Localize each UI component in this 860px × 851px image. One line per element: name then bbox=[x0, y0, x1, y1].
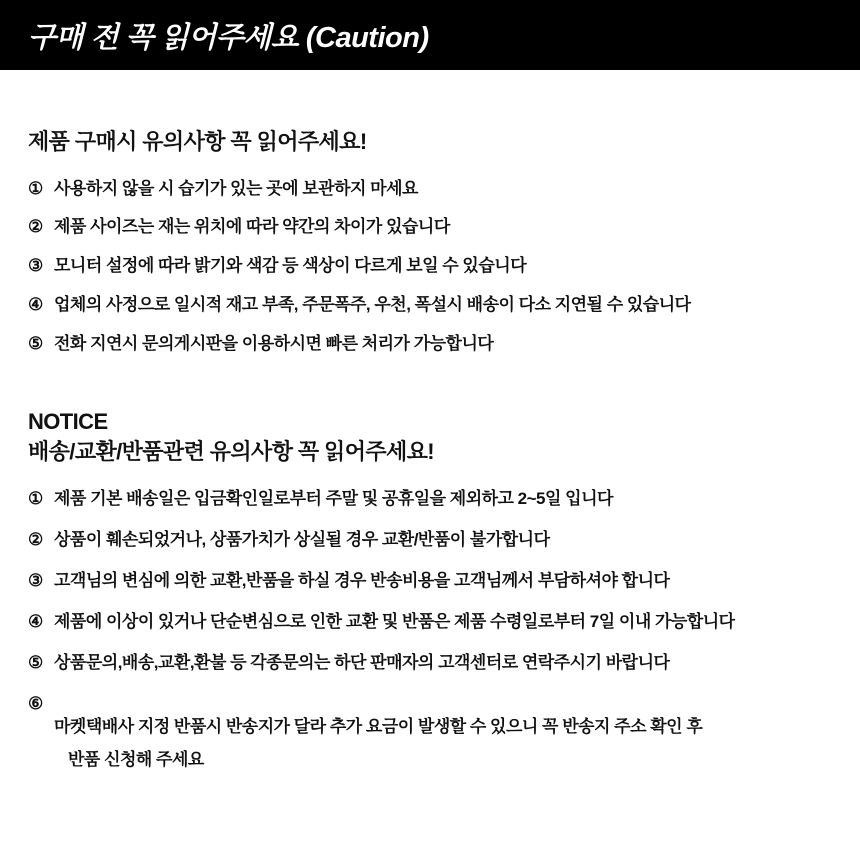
banner-title: 구매 전 꼭 읽어주세요 (Caution) bbox=[28, 21, 429, 54]
purchase-notice-heading: 제품 구매시 유의사항 꼭 읽어주세요! bbox=[28, 129, 367, 154]
list-text-line1: 마켓택배사 지정 반품시 반송지가 달라 추가 요금이 발생할 수 있으니 꼭 반송지 주소 확인 후 bbox=[54, 716, 703, 736]
caution-banner bbox=[0, 0, 860, 70]
list-text: 모니터 설정에 따라 밝기와 색감 등 색상이 다르게 보일 수 있습니다 bbox=[54, 256, 527, 276]
list-marker: ③ bbox=[28, 256, 43, 276]
list-item bbox=[28, 247, 832, 286]
list-text: 제품 사이즈는 재는 위치에 따라 약간의 차이가 있습니다 bbox=[54, 217, 450, 237]
list-item bbox=[28, 208, 832, 247]
list-item bbox=[28, 520, 832, 561]
list-text: 제품에 이상이 있거나 단순변심으로 인한 교환 및 반품은 제품 수령일로부터 7일 이내 가능합니다 bbox=[54, 612, 735, 631]
list-marker: ⑤ bbox=[28, 652, 43, 672]
list-text: 사용하지 않을 시 습기가 있는 곳에 보관하지 마세요 bbox=[54, 178, 418, 198]
list-marker: ② bbox=[28, 530, 43, 550]
list-text: 고객님의 변심에 의한 교환,반품을 하실 경우 반송비용을 고객님께서 부담하셔야 합니다 bbox=[54, 571, 670, 591]
delivery-notice-section bbox=[28, 408, 832, 803]
list-item bbox=[28, 602, 832, 643]
list-item bbox=[28, 325, 832, 364]
list-marker: ① bbox=[28, 178, 43, 198]
list-item bbox=[28, 286, 832, 325]
delivery-notice-list bbox=[28, 479, 832, 803]
list-text: 전화 지연시 문의게시판을 이용하시면 빠른 처리가 가능합니다 bbox=[54, 334, 494, 354]
list-item bbox=[28, 170, 832, 209]
section-divider bbox=[28, 364, 832, 408]
list-text: 업체의 사정으로 일시적 재고 부족, 주문폭주, 우천, 폭설시 배송이 다소 지연될 수 있습니다 bbox=[54, 295, 691, 315]
list-item bbox=[28, 479, 832, 520]
list-marker: ④ bbox=[28, 612, 43, 631]
list-item bbox=[28, 684, 832, 804]
purchase-notice-section bbox=[28, 70, 832, 364]
list-marker: ③ bbox=[28, 571, 43, 591]
notice-heading: NOTICE bbox=[28, 409, 108, 435]
list-marker: ① bbox=[28, 489, 43, 509]
list-text: 제품 기본 배송일은 입금확인일로부터 주말 및 공휴일을 제외하고 2~5일 입니다 bbox=[54, 489, 613, 509]
list-marker: ② bbox=[28, 217, 43, 237]
list-marker: ④ bbox=[28, 295, 43, 315]
list-marker: ⑥ bbox=[28, 693, 43, 713]
list-text: 상품문의,배송,교환,환불 등 각종문의는 하단 판매자의 고객센터로 연락주시기 바랍니다 bbox=[54, 652, 670, 672]
caution-content bbox=[0, 70, 860, 804]
list-text: 상품이 훼손되었거나, 상품가치가 상실될 경우 교환/반품이 불가합니다 bbox=[54, 530, 550, 550]
list-text-continuation: 반품 신청해 주세요 bbox=[68, 749, 204, 769]
list-text bbox=[54, 693, 832, 795]
purchase-notice-list bbox=[28, 170, 832, 365]
list-item bbox=[28, 561, 832, 602]
list-marker: ⑤ bbox=[28, 334, 43, 354]
delivery-notice-heading: 배송/교환/반품관련 유의사항 꼭 읽어주세요! bbox=[28, 438, 435, 464]
list-item bbox=[28, 643, 832, 684]
